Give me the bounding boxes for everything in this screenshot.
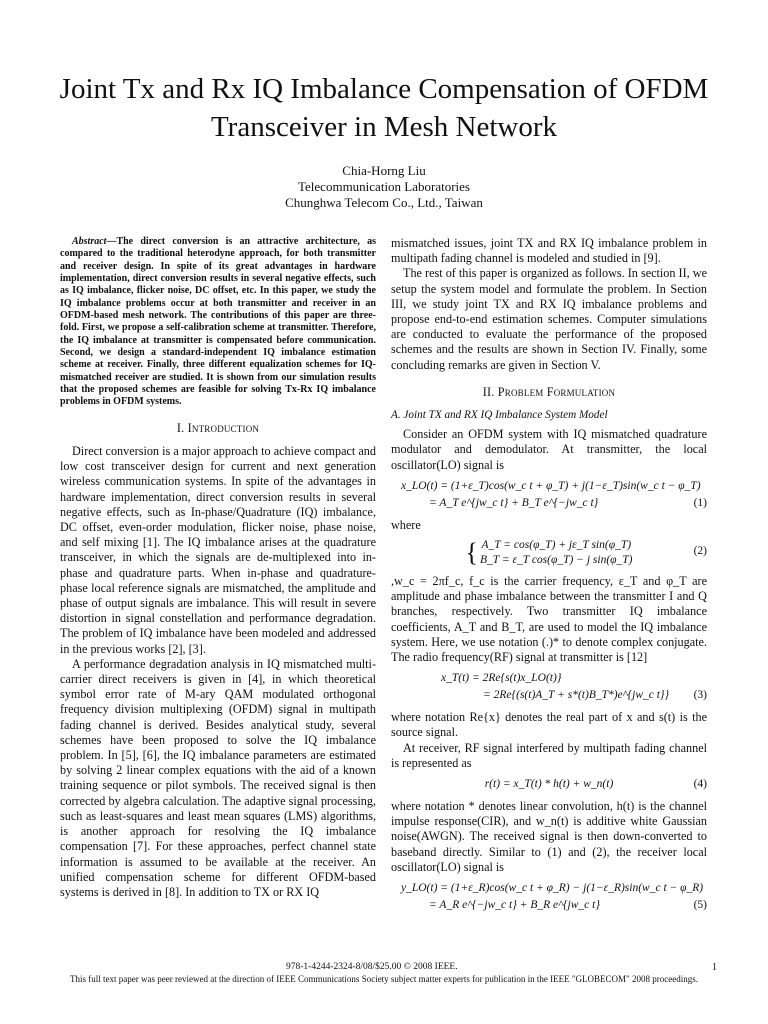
equation-2-number: (2) <box>693 545 707 558</box>
equation-1 <box>391 478 707 512</box>
equation-2-line-2: B_T = ε_T cos(φ_T) − j sin(φ_T) <box>480 554 633 567</box>
subsection-heading-system-model: A. Joint TX and RX IQ Imbalance System Model <box>391 409 608 422</box>
equation-5-number: (5) <box>693 899 707 912</box>
equation-4-number: (4) <box>693 778 707 791</box>
footer-copyright: 978-1-4244-2324-8/08/$25.00 © 2008 IEEE. <box>286 962 458 972</box>
sec2-paragraph-1: Consider an OFDM system with IQ mismatched quadrature modulator and demodulator. At transmitter, the local oscillator(LO) signal is <box>391 427 707 472</box>
footer-review-note: This full text paper was peer reviewed at the direction of IEEE Communications Society subject matter experts for publication in the IEEE "GLOBECOM" 2008 proceedings. <box>70 974 698 984</box>
equation-1-line-2: = A_T e^{jw_c t} + B_T e^{−jw_c t} <box>429 496 599 509</box>
right-paragraph-2: The rest of this paper is organized as follows. In section II, we setup the system model and formulate the problem. In Section III, we study joint TX and RX IQ imbalance problems and propose end-to-end estimation schemes. Computer simulations are conducted to evaluate the performance of the proposed schemes and the results are shown in Section IV. Finally, some concluding remarks are given in Section V. <box>391 266 707 372</box>
left-brace-icon: { <box>465 538 478 568</box>
page-number: 1 <box>712 962 717 973</box>
abstract-text: —The direct conversion is an attractive architecture, as compared to the traditional heterodyne approach, for both transmitter and receiver design. In spite of its great advantages in hardware implementation, direct conversion results in several negative effects, such as IQ imbalance, flicker noise, DC offset, etc. In this paper, we study the IQ imbalance problems occur at both transmitter and receiver in an OFDM-based mesh network. The contributions of this paper are three-fold. First, we propose a self-calibration scheme at transmitter. Therefore, the IQ imbalance at transmitter is compensated before communication. Second, we design a standard-independent IQ imbalance estimation scheme at receiver. Finally, three different equalization schemes for IQ-mismatched receiver are studied. It is shown from our simulation results that the proposed schemes are feasible for solving Tx-Rx IQ imbalance problems in OFDM systems. <box>60 236 376 408</box>
equation-1-line-1: x_LO(t) = (1+ε_T)cos(w_c t + φ_T) + j(1−ε_T)sin(w_c t − φ_T) <box>401 479 701 492</box>
equation-3-number: (3) <box>693 689 707 702</box>
where-label: where <box>391 517 421 532</box>
equation-5-line-2: = A_R e^{−jw_c t} + B_R e^{jw_c t} <box>429 899 600 912</box>
equation-3 <box>391 670 707 704</box>
equation-4 <box>391 776 707 793</box>
sec2-paragraph-4: At receiver, RF signal interfered by multipath fading channel is represented as <box>391 740 707 770</box>
equation-3-line-1: x_T(t) = 2Re{s(t)x_LO(t)} <box>441 672 562 685</box>
equation-2 <box>391 538 707 568</box>
sec2-paragraph-5: where notation * denotes linear convolution, h(t) is the channel impulse response(CIR), and w_n(t) is additive white Gaussian noise(AWGN). The received signal is then down-converted to baseband directly. Similar to (1) and (2), the receiver local oscillator(LO) signal is <box>391 799 707 874</box>
abstract <box>60 236 376 409</box>
intro-paragraph-2: A performance degradation analysis in IQ mismatched multi-carrier direct receivers is given in [4], in which theoretical symbol error rate of M-ary QAM modulated orthogonal frequency division multiplexing (OFDM) signal in multipath fading channel is derived. Besides analytical study, several schemes have been proposed to solve the IQ imbalance problem. In [5], [6], the IQ imbalance parameters are estimated by solving 2 linear complex equations with the aid of a known training sequence or pilot symbols. The received signal is then corrected by algebra calculation. The adaptive signal processing, such as least-squares and least mean squares (LMS) algorithms, is another approach for resolving the IQ imbalance compensation [7]. For these approaches, perfect channel state information is assumed to be available at the receiver. An unified compensation scheme for different OFDM-based systems is derived in [8]. In addition to TX or RX IQ <box>60 656 376 899</box>
sec2-paragraph-2: ,w_c = 2πf_c, f_c is the carrier frequency, ε_T and φ_T are amplitude and phase imbalance between the transmitter I and Q branches, respectively. Two transmitter IQ imbalance coefficients, A_T and B_T, are used to model the IQ imbalance system. Here, we use notation (.)* to denote complex conjugate. The radio frequency(RF) signal at transmitter is [12] <box>391 574 707 665</box>
abstract-label: Abstract <box>72 236 107 247</box>
equation-3-line-2: = 2Re{(s(t)A_T + s*(t)B_T*)e^{jw_c t}} <box>483 689 670 702</box>
author-name: Chia-Horng Liu <box>342 163 426 178</box>
equation-5-line-1: y_LO(t) = (1+ε_R)cos(w_c t + φ_R) − j(1−ε_R)sin(w_c t − φ_R) <box>401 882 704 895</box>
equation-1-number: (1) <box>693 496 707 509</box>
author-affiliation-1: Telecommunication Laboratories <box>298 179 470 194</box>
paper-title: Joint Tx and Rx IQ Imbalance Compensation of OFDM Transceiver in Mesh Network <box>59 73 709 143</box>
equation-2-line-1: A_T = cos(φ_T) + jε_T sin(φ_T) <box>481 539 632 552</box>
equation-4-line-1: r(t) = x_T(t) * h(t) + w_n(t) <box>484 778 614 791</box>
author-block <box>40 163 728 211</box>
section-heading-problem-formulation: II. Problem Formulation <box>482 384 616 399</box>
right-column <box>391 236 707 920</box>
sec2-paragraph-3: where notation Re{x} denotes the real part of x and s(t) is the source signal. <box>391 710 707 740</box>
author-affiliation-2: Chunghwa Telecom Co., Ltd., Taiwan <box>285 195 483 210</box>
section-heading-introduction: I. Introduction <box>176 420 260 435</box>
right-paragraph-1: mismatched issues, joint TX and RX IQ imbalance problem in multipath fading channel is modeled and studied in [9]. <box>391 236 707 266</box>
left-column <box>60 236 376 900</box>
intro-paragraph-1: Direct conversion is a major approach to achieve compact and low cost transceiver design for current and next generation wireless communication systems. In spite of the advantages in hardware implementation, direct conversion results in several negative effects, such as In-phase/Quadrature (IQ) imbalance, DC offset, even-order modulation, flicker noise, phase noise, and self mixing [1]. The IQ imbalance arises at the quadrature transceiver, in which the signals are de-multiplexed into in-phase and quadrature parts. When in-phase and quadrature-phase local reference signals are mismatched, the amplitude and phase of output signals are imbalance. This will result in severe distortion in signal constellation and performance degradation. The problem of IQ imbalance have been modeled and addressed in the previous works [2], [3]. <box>60 444 376 656</box>
equation-5 <box>391 880 707 914</box>
